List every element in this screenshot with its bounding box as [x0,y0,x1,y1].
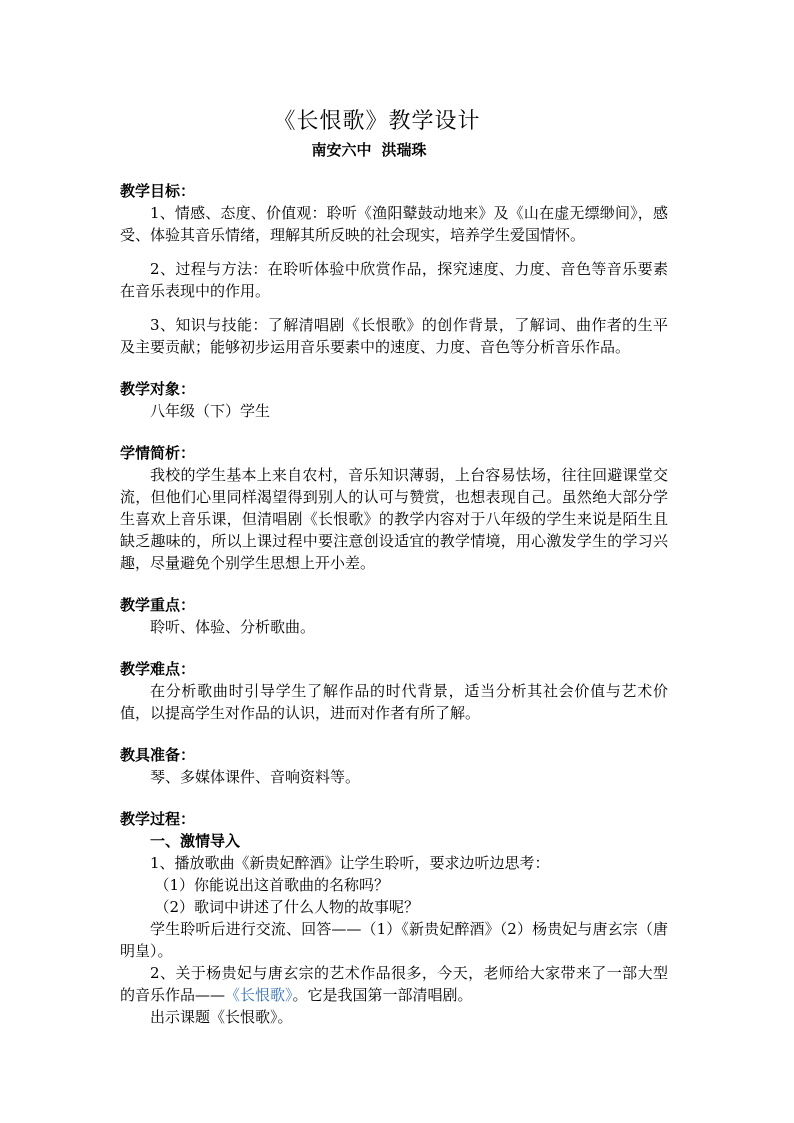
analysis-heading: 学情简析： [120,444,196,462]
process-step-2-text-a: 2、关于杨贵妃与唐玄宗的艺术作品很多，今天，老师给大家带来了一部大型的音乐作品—— [120,964,668,1004]
difficulty-text: 在分析歌曲时引导学生了解作品的时代背景，适当分析其社会价值与艺术价值，以提高学生对作品的认识，进而对作者有所了解。 [120,682,668,722]
difficulty-heading: 教学难点： [120,660,196,678]
goal-item-1: 1、情感、态度、价值观：聆听《渔阳鼙鼓动地来》及《山在虚无缥缈间》，感受、体验其音乐情绪，理解其所反映的社会现实，培养学生爱国情怀。 [120,204,668,244]
goal-item-3: 3、知识与技能：了解清唱剧《长恨歌》的创作背景，了解词、曲作者的生平及主要贡献；能够初步运用音乐要素中的速度、力度、音色等分析音乐作品。 [120,316,668,356]
tools-text: 琴、多媒体课件、音响资料等。 [150,768,361,786]
target-heading: 教学对象： [120,380,196,398]
process-step-3: 出示课题《长恨歌》。 [150,1008,293,1026]
process-step-1: 1、播放歌曲《新贵妃醉酒》让学生聆听，要求边听边思考： [150,854,550,872]
student-answer: 学生聆听后进行交流、回答——（1）《新贵妃醉酒》（2）杨贵妃与唐玄宗（唐明皇）。 [120,920,668,960]
tools-heading: 教具准备： [120,746,196,764]
school-name: 南安六中 [311,141,372,159]
process-step-2-text-b: 。它是我国第一部清唱剧。 [292,986,473,1004]
target-text: 八年级（下）学生 [150,402,271,420]
work-title-highlight: 《长恨歌》 [225,986,293,1004]
key-text: 聆听、体验、分析歌曲。 [150,618,316,636]
goals-heading: 教学目标： [120,182,196,200]
goal-item-2: 2、过程与方法：在聆听体验中欣赏作品，探究速度、力度、音色等音乐要素在音乐表现中的作用。 [120,260,668,300]
process-step-2 [120,962,668,1006]
process-part-1: 一、激情导入 [150,832,241,850]
question-1: （1）你能说出这首歌曲的名称吗？ [154,876,390,894]
author-line [0,139,766,160]
author-name: 洪瑞珠 [381,141,427,159]
document-title: 《长恨歌》教学设计 [273,109,481,134]
key-heading: 教学重点： [120,596,196,614]
question-2: （2）歌词中讲述了什么人物的故事呢？ [154,898,420,916]
analysis-text: 我校的学生基本上来自农村，音乐知识薄弱，上台容易怯场，往往回避课堂交流，但他们心里同样渴望得到别人的认可与赞赏，也想表现自己。虽然绝大部分学生喜欢上音乐课，但清唱剧《长恨歌》的教学内容对于八年级的学生来说是陌生且缺乏趣味的，所以上课过程中要注意创设适宜的教学情境，用心激发学生的学习兴趣，尽量避免个别学生思想上开小差。 [120,466,668,572]
process-heading: 教学过程： [120,810,196,828]
document-body [120,180,668,1028]
